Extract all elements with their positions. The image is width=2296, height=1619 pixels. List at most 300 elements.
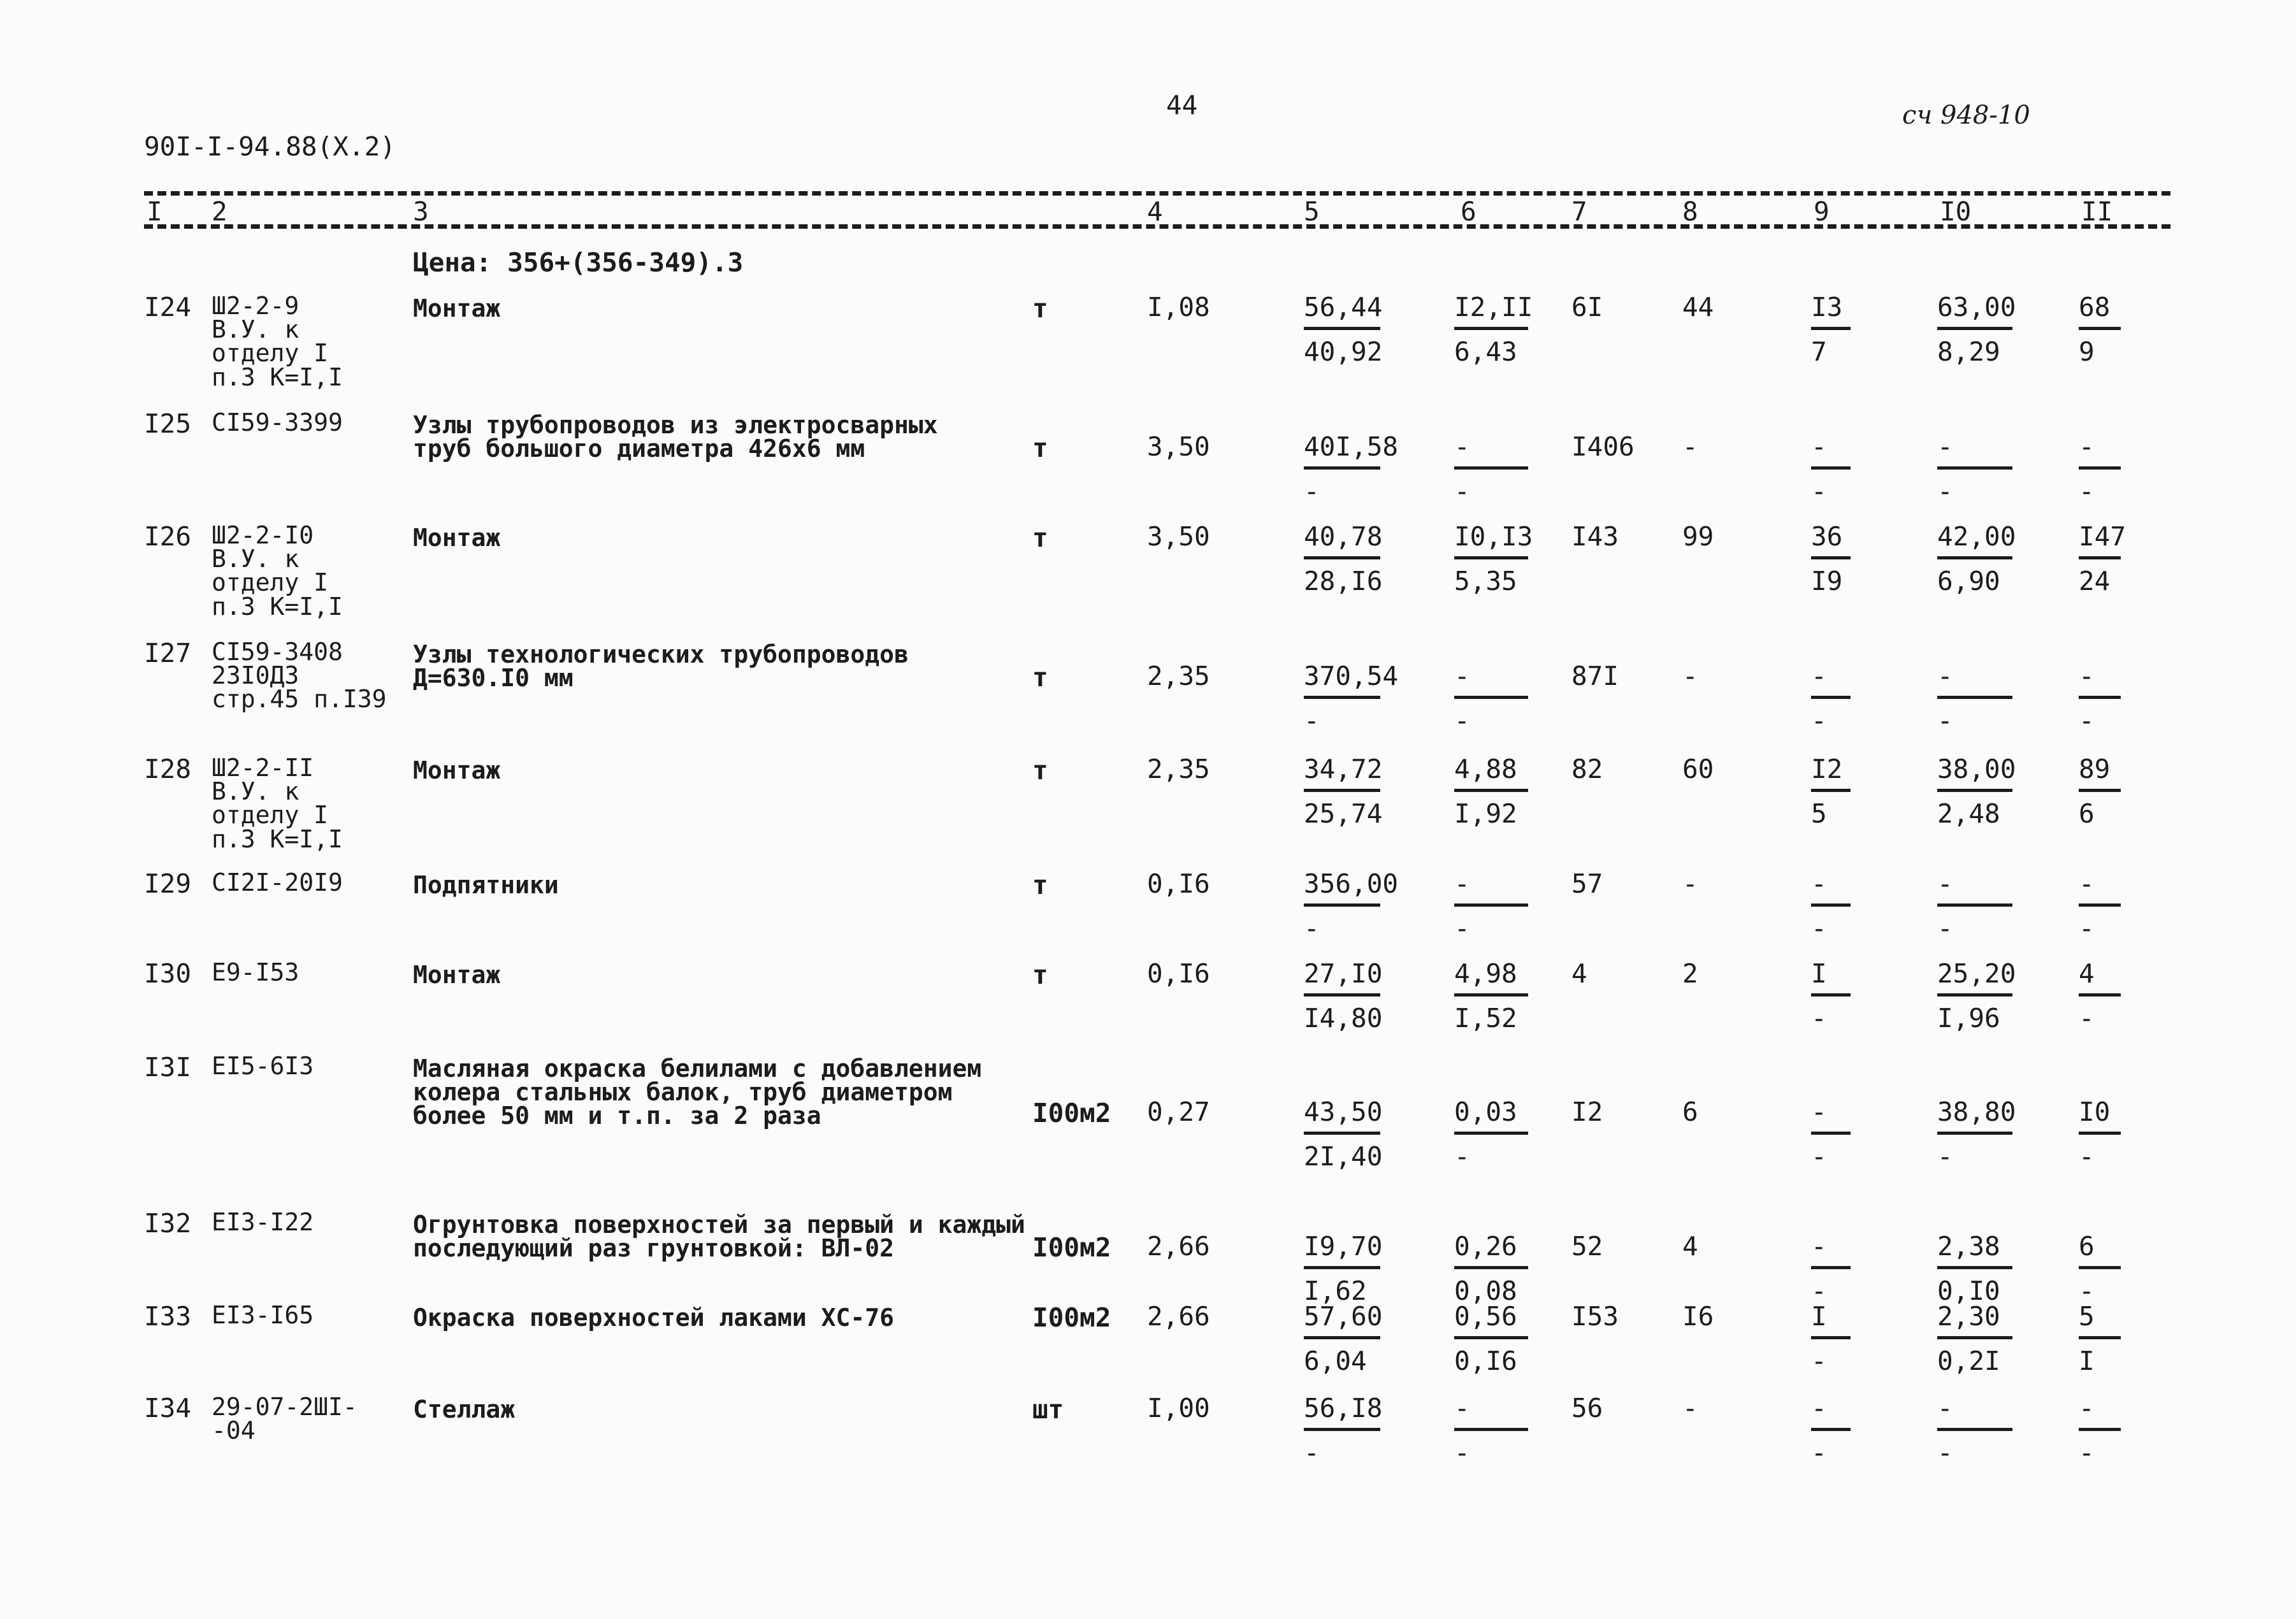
fraction-denominator: 6 [2079, 798, 2095, 829]
fraction-c10 [1937, 521, 2016, 596]
fraction-numerator: I3 [1811, 292, 1843, 322]
row-col8: - [1682, 661, 1698, 691]
fraction-bar [2079, 1336, 2121, 1339]
fraction-numerator: I0,I3 [1454, 521, 1533, 552]
fraction-bar [1811, 789, 1851, 792]
fraction-c9 [1811, 294, 1851, 365]
fraction-denominator: - [2079, 705, 2095, 736]
row-unit: т [1032, 755, 1048, 786]
fraction-numerator: - [1811, 1231, 1827, 1262]
fraction-c5 [1304, 431, 1399, 507]
fraction-bar [1454, 327, 1528, 330]
row-col7: 57 [1571, 868, 1603, 899]
fraction-numerator: I9,70 [1304, 1231, 1383, 1262]
fraction-bar [1304, 466, 1380, 470]
row-col7: I406 [1571, 431, 1635, 462]
fraction-c5 [1304, 754, 1383, 829]
fraction-numerator: - [1937, 868, 1953, 899]
fraction-denominator: - [1811, 476, 1827, 507]
fraction-denominator: 40,92 [1304, 336, 1383, 367]
fraction-bar [1937, 1428, 2012, 1431]
row-quantity: 3,50 [1147, 431, 1210, 462]
fraction-c9 [1811, 1099, 1851, 1170]
fraction-c6 [1454, 292, 1533, 367]
row-unit: т [1032, 522, 1048, 553]
fraction-denominator: - [1937, 1437, 1953, 1468]
fraction-numerator: - [1454, 431, 1470, 462]
fraction-c11 [2079, 431, 2121, 507]
handwritten-note: сч 948-10 [1902, 101, 2030, 130]
row-quantity: 2,66 [1147, 1301, 1210, 1332]
fraction-denominator: 5,35 [1454, 566, 1517, 596]
fraction-bar [1937, 327, 2012, 330]
row-col7: 52 [1571, 1231, 1603, 1262]
row-number: I26 [144, 521, 192, 552]
fraction-bar [1304, 789, 1380, 792]
row-number: I29 [144, 868, 192, 899]
fraction-numerator: 4 [2079, 958, 2095, 989]
fraction-numerator: - [2079, 1393, 2095, 1423]
fraction-denominator: 0,I6 [1454, 1346, 1517, 1376]
fraction-numerator: - [1811, 868, 1827, 899]
row-col8: 4 [1682, 1231, 1698, 1262]
fraction-denominator: - [2079, 476, 2095, 507]
fraction-numerator: 40I,58 [1304, 431, 1399, 462]
fraction-numerator: 2,38 [1937, 1231, 2000, 1262]
fraction-denominator: I,92 [1454, 798, 1517, 829]
fraction-denominator: I [2079, 1346, 2095, 1376]
fraction-bar [1304, 1428, 1380, 1431]
fraction-denominator: - [1811, 1276, 1827, 1306]
fraction-numerator: I2,II [1454, 292, 1533, 322]
fraction-denominator: 6,90 [1937, 566, 2000, 596]
fraction-numerator: I47 [2079, 521, 2126, 552]
fraction-c10 [1937, 868, 2012, 944]
fraction-bar [1304, 556, 1380, 559]
fraction-c10 [1937, 1395, 2012, 1466]
fraction-bar [1454, 1132, 1528, 1135]
fraction-c6 [1454, 868, 1528, 944]
col-header-8: 8 [1682, 196, 1698, 227]
fraction-bar [1811, 1336, 1851, 1339]
row-quantity: 2,66 [1147, 1231, 1210, 1262]
fraction-numerator: 40,78 [1304, 521, 1383, 552]
fraction-bar [2079, 1266, 2121, 1269]
fraction-bar [1937, 1336, 2012, 1339]
fraction-numerator: 34,72 [1304, 754, 1383, 784]
fraction-c11 [2079, 521, 2126, 596]
fraction-numerator: 68 [2079, 292, 2111, 322]
fraction-c10 [1937, 1097, 2016, 1172]
row-col7: 87I [1571, 661, 1619, 691]
fraction-bar [1811, 903, 1851, 907]
col-header-10: I0 [1940, 196, 1972, 227]
fraction-denominator: - [1937, 1141, 1953, 1172]
fraction-denominator: 6,04 [1304, 1346, 1367, 1376]
fraction-c5 [1304, 958, 1383, 1033]
fraction-numerator: 0,26 [1454, 1231, 1517, 1262]
fraction-numerator: 27,I0 [1304, 958, 1383, 989]
fraction-bar [1937, 696, 2012, 699]
fraction-denominator: I,52 [1454, 1003, 1517, 1033]
fraction-c11 [2079, 1301, 2121, 1376]
fraction-numerator: - [2079, 661, 2095, 691]
fraction-numerator: 56,44 [1304, 292, 1383, 322]
fraction-c10 [1937, 1301, 2012, 1376]
fraction-denominator: - [1811, 1346, 1827, 1376]
fraction-numerator: I0 [2079, 1097, 2111, 1127]
fraction-denominator: 6,43 [1454, 336, 1517, 367]
fraction-denominator: - [2079, 1141, 2095, 1172]
row-name: Масляная окраска белилами с добавлением колера стальных балок, труб диаметром более 50 мм и т.п. за 2 раза [413, 1054, 982, 1130]
fraction-bar [1304, 993, 1380, 997]
fraction-denominator: 28,I6 [1304, 566, 1383, 596]
fraction-bar [2079, 1428, 2121, 1431]
fraction-denominator: 0,2I [1937, 1346, 2000, 1376]
fraction-bar [2079, 556, 2121, 559]
fraction-numerator: 5 [2079, 1301, 2095, 1332]
row-col7: I53 [1571, 1301, 1619, 1332]
fraction-numerator: 63,00 [1937, 292, 2016, 322]
fraction-bar [1304, 1336, 1380, 1339]
row-unit: I00м2 [1032, 1302, 1111, 1333]
fraction-denominator: - [1454, 1141, 1470, 1172]
fraction-bar [1811, 1132, 1851, 1135]
row-name: Монтаж [413, 961, 501, 989]
fraction-c5 [1304, 1231, 1383, 1306]
fraction-numerator: 0,56 [1454, 1301, 1517, 1332]
fraction-c10 [1937, 1231, 2012, 1306]
fraction-denominator: - [1304, 1437, 1320, 1468]
fraction-numerator: - [1811, 1393, 1827, 1423]
col-header-9: 9 [1814, 196, 1830, 227]
fraction-c10 [1937, 754, 2016, 829]
row-code: Ш2-2-I0 В.У. к отделу I п.3 К=I,I [212, 521, 343, 621]
row-col7: 56 [1571, 1393, 1603, 1423]
fraction-denominator: 2I,40 [1304, 1141, 1383, 1172]
fraction-bar [1304, 327, 1380, 330]
fraction-bar [1454, 1428, 1528, 1431]
col-header-11: II [2081, 196, 2113, 227]
fraction-c5 [1304, 868, 1399, 944]
fraction-bar [2079, 903, 2121, 907]
fraction-c11 [2079, 663, 2121, 734]
fraction-denominator: - [2079, 1003, 2095, 1033]
row-col8: 99 [1682, 521, 1714, 552]
fraction-numerator: 2,30 [1937, 1301, 2000, 1332]
row-code: Ш2-2-II В.У. к отделу I п.3 К=I,I [212, 754, 343, 853]
row-name: Окраска поверхностей лаками ХС-76 [413, 1304, 894, 1332]
fraction-c9 [1811, 1301, 1851, 1376]
fraction-bar [1811, 1428, 1851, 1431]
row-name: Узлы технологических трубопроводов Д=630.I0 мм [413, 640, 909, 693]
fraction-numerator: 356,00 [1304, 868, 1399, 899]
row-code: EI3-I65 [212, 1301, 314, 1329]
col-header-1: I [147, 196, 162, 227]
fraction-bar [1937, 789, 2012, 792]
row-name: Монтаж [413, 294, 501, 322]
col-header-5: 5 [1304, 196, 1320, 227]
fraction-c11 [2079, 294, 2121, 365]
fraction-numerator: - [1454, 1393, 1470, 1423]
fraction-bar [1811, 993, 1851, 997]
fraction-c5 [1304, 1393, 1383, 1468]
row-code: 29-07-2ШI- -04 [212, 1393, 357, 1445]
fraction-c9 [1811, 521, 1851, 596]
fraction-c5 [1304, 521, 1383, 596]
fraction-numerator: 4,88 [1454, 754, 1517, 784]
fraction-c6 [1454, 958, 1528, 1033]
fraction-c10 [1937, 663, 2012, 734]
fraction-denominator: - [1454, 476, 1470, 507]
page-number: 44 [1166, 90, 1198, 120]
row-col8: 60 [1682, 754, 1714, 784]
fraction-numerator: I [1811, 1301, 1827, 1332]
fraction-numerator: - [2079, 868, 2095, 899]
fraction-bar [1454, 789, 1528, 792]
fraction-c6 [1454, 756, 1528, 827]
fraction-bar [1454, 466, 1528, 470]
fraction-numerator: - [1811, 661, 1827, 691]
fraction-denominator: - [1811, 1141, 1827, 1172]
fraction-bar [1937, 903, 2012, 907]
fraction-denominator: - [2079, 1276, 2095, 1306]
fraction-bar [1304, 903, 1380, 907]
fraction-denominator: - [1454, 913, 1470, 944]
fraction-denominator: 7 [1811, 336, 1827, 367]
row-quantity: 2,35 [1147, 754, 1210, 784]
fraction-bar [1937, 466, 2012, 470]
fraction-bar [1811, 556, 1851, 559]
fraction-c9 [1811, 431, 1851, 507]
fraction-denominator: I4,80 [1304, 1003, 1383, 1033]
row-code: CI59-3399 [212, 408, 343, 436]
fraction-denominator: 9 [2079, 336, 2095, 367]
fraction-bar [1304, 1266, 1380, 1269]
fraction-bar [1454, 903, 1528, 907]
fraction-c9 [1811, 958, 1851, 1033]
fraction-denominator: - [1937, 476, 1953, 507]
fraction-c11 [2079, 1099, 2121, 1170]
row-quantity: 0,I6 [1147, 958, 1210, 989]
fraction-bar [2079, 993, 2121, 997]
row-name: Подпятники [413, 871, 559, 899]
col-header-3: 3 [413, 196, 429, 227]
col-header-4: 4 [1147, 196, 1163, 227]
fraction-numerator: 370,54 [1304, 661, 1399, 691]
row-number: I33 [144, 1301, 192, 1332]
fraction-denominator: - [1811, 705, 1827, 736]
row-name: Огрунтовка поверхностей за первый и каждый последующий раз грунтовкой: ВЛ-02 [413, 1211, 1025, 1263]
fraction-denominator: 0,I0 [1937, 1276, 2000, 1306]
row-name: Монтаж [413, 756, 501, 784]
fraction-numerator: 0,03 [1454, 1097, 1517, 1127]
row-code: CI59-3408 23I0ДЗ стр.45 п.I39 [212, 638, 387, 714]
row-col7: 4 [1571, 958, 1587, 989]
fraction-bar [1304, 1132, 1380, 1135]
fraction-denominator: - [1304, 913, 1320, 944]
row-unit: т [1032, 662, 1048, 693]
row-col8: - [1682, 1393, 1698, 1423]
row-number: I24 [144, 292, 192, 322]
fraction-bar [2079, 327, 2121, 330]
row-code: E9-I53 [212, 958, 300, 986]
row-name: Узлы трубопроводов из электросварных труб большого диаметра 426х6 мм [413, 411, 938, 463]
fraction-denominator: 2,48 [1937, 798, 2000, 829]
fraction-denominator: - [1304, 705, 1320, 736]
row-col7: I43 [1571, 521, 1619, 552]
col-header-7: 7 [1571, 196, 1587, 227]
row-quantity: 3,50 [1147, 521, 1210, 552]
fraction-numerator: - [1937, 431, 1953, 462]
fraction-denominator: I,62 [1304, 1276, 1367, 1306]
fraction-numerator: - [1811, 1097, 1827, 1127]
fraction-denominator: 25,74 [1304, 798, 1383, 829]
fraction-bar [1937, 1266, 2012, 1269]
fraction-denominator: - [1937, 913, 1953, 944]
fraction-c6 [1454, 1301, 1528, 1376]
row-quantity: 0,27 [1147, 1097, 1210, 1127]
fraction-numerator: 38,00 [1937, 754, 2016, 784]
row-unit: I00м2 [1032, 1098, 1111, 1128]
col-header-2: 2 [212, 196, 227, 227]
fraction-c11 [2079, 1395, 2121, 1466]
row-col8: - [1682, 868, 1698, 899]
row-code: EI5-6I3 [212, 1052, 314, 1080]
fraction-c10 [1937, 431, 2012, 507]
fraction-numerator: 25,20 [1937, 958, 2016, 989]
row-name: Стеллаж [413, 1395, 516, 1423]
row-col7: I2 [1571, 1097, 1603, 1127]
fraction-bar [1454, 556, 1528, 559]
row-unit: т [1032, 870, 1048, 900]
fraction-denominator: - [2079, 1437, 2095, 1468]
fraction-denominator: - [1811, 913, 1827, 944]
fraction-numerator: 57,60 [1304, 1301, 1383, 1332]
fraction-denominator: - [1811, 1437, 1827, 1468]
fraction-numerator: I2 [1811, 754, 1843, 784]
fraction-c5 [1304, 1097, 1383, 1172]
fraction-c9 [1811, 868, 1851, 944]
fraction-denominator: I9 [1811, 566, 1843, 596]
fraction-numerator: 4,98 [1454, 958, 1517, 989]
row-quantity: I,00 [1147, 1393, 1210, 1423]
fraction-denominator: - [1937, 705, 1953, 736]
fraction-numerator: 6 [2079, 1231, 2095, 1262]
document-code: 90I-I-94.88(X.2) [144, 131, 396, 162]
row-col8: 2 [1682, 958, 1698, 989]
row-code: Ш2-2-9 В.У. к отделу I п.3 К=I,I [212, 292, 343, 391]
fraction-denominator: - [1454, 705, 1470, 736]
row-unit: шт [1032, 1394, 1064, 1425]
row-unit: I00м2 [1032, 1232, 1111, 1263]
fraction-bar [1811, 466, 1851, 470]
row-number: I30 [144, 958, 192, 989]
fraction-numerator: I [1811, 958, 1827, 989]
fraction-denominator: I,96 [1937, 1003, 2000, 1033]
fraction-denominator: - [1454, 1437, 1470, 1468]
row-number: I28 [144, 754, 192, 784]
row-code: EI3-I22 [212, 1208, 314, 1236]
fraction-c9 [1811, 663, 1851, 734]
fraction-c6 [1454, 521, 1533, 596]
fraction-c6 [1454, 1395, 1528, 1466]
fraction-c5 [1304, 292, 1383, 367]
fraction-bar [2079, 466, 2121, 470]
fraction-c6 [1454, 1231, 1528, 1306]
fraction-denominator: 8,29 [1937, 336, 2000, 367]
fraction-c9 [1811, 756, 1851, 827]
fraction-numerator: - [1811, 431, 1827, 462]
fraction-c11 [2079, 958, 2121, 1033]
fraction-bar [1811, 327, 1851, 330]
fraction-bar [1811, 1266, 1851, 1269]
row-unit: т [1032, 433, 1048, 463]
header-top-rule [144, 191, 2170, 196]
row-number: I34 [144, 1393, 192, 1423]
row-col7: 6I [1571, 292, 1603, 322]
row-col8: I6 [1682, 1301, 1714, 1332]
row-col8: - [1682, 431, 1698, 462]
row-quantity: 2,35 [1147, 661, 1210, 691]
fraction-bar [2079, 1132, 2121, 1135]
row-col8: 6 [1682, 1097, 1698, 1127]
row-quantity: I,08 [1147, 292, 1210, 322]
row-unit: т [1032, 293, 1048, 324]
fraction-c10 [1937, 958, 2016, 1033]
fraction-numerator: 42,00 [1937, 521, 2016, 552]
fraction-bar [1937, 556, 2012, 559]
fraction-bar [1454, 696, 1528, 699]
fraction-numerator: 89 [2079, 754, 2111, 784]
fraction-c10 [1937, 292, 2016, 367]
fraction-numerator: 36 [1811, 521, 1843, 552]
fraction-c9 [1811, 1231, 1851, 1306]
fraction-bar [1937, 1132, 2012, 1135]
fraction-c11 [2079, 1231, 2121, 1306]
fraction-numerator: - [1454, 661, 1470, 691]
fraction-bar [2079, 696, 2121, 699]
fraction-denominator: 0,08 [1454, 1276, 1517, 1306]
row-code: CI2I-20I9 [212, 868, 343, 896]
fraction-c6 [1454, 1099, 1528, 1170]
fraction-c9 [1811, 1395, 1851, 1466]
fraction-numerator: 43,50 [1304, 1097, 1383, 1127]
fraction-bar [1304, 696, 1380, 699]
row-col7: 82 [1571, 754, 1603, 784]
fraction-bar [1454, 1266, 1528, 1269]
fraction-c11 [2079, 756, 2121, 827]
price-note: Цена: 356+(356-349).3 [413, 247, 744, 278]
fraction-denominator: - [1304, 476, 1320, 507]
row-number: I27 [144, 638, 192, 668]
fraction-bar [1937, 993, 2012, 997]
fraction-numerator: - [1937, 661, 1953, 691]
fraction-bar [2079, 789, 2121, 792]
fraction-denominator: 24 [2079, 566, 2111, 596]
fraction-numerator: - [2079, 431, 2095, 462]
row-number: I25 [144, 408, 192, 439]
fraction-denominator: - [2079, 913, 2095, 944]
fraction-bar [1811, 696, 1851, 699]
row-col8: 44 [1682, 292, 1714, 322]
fraction-numerator: 38,80 [1937, 1097, 2016, 1127]
row-unit: т [1032, 960, 1048, 990]
fraction-c11 [2079, 868, 2121, 944]
fraction-numerator: - [1937, 1393, 1953, 1423]
fraction-c5 [1304, 1301, 1383, 1376]
fraction-numerator: 56,I8 [1304, 1393, 1383, 1423]
